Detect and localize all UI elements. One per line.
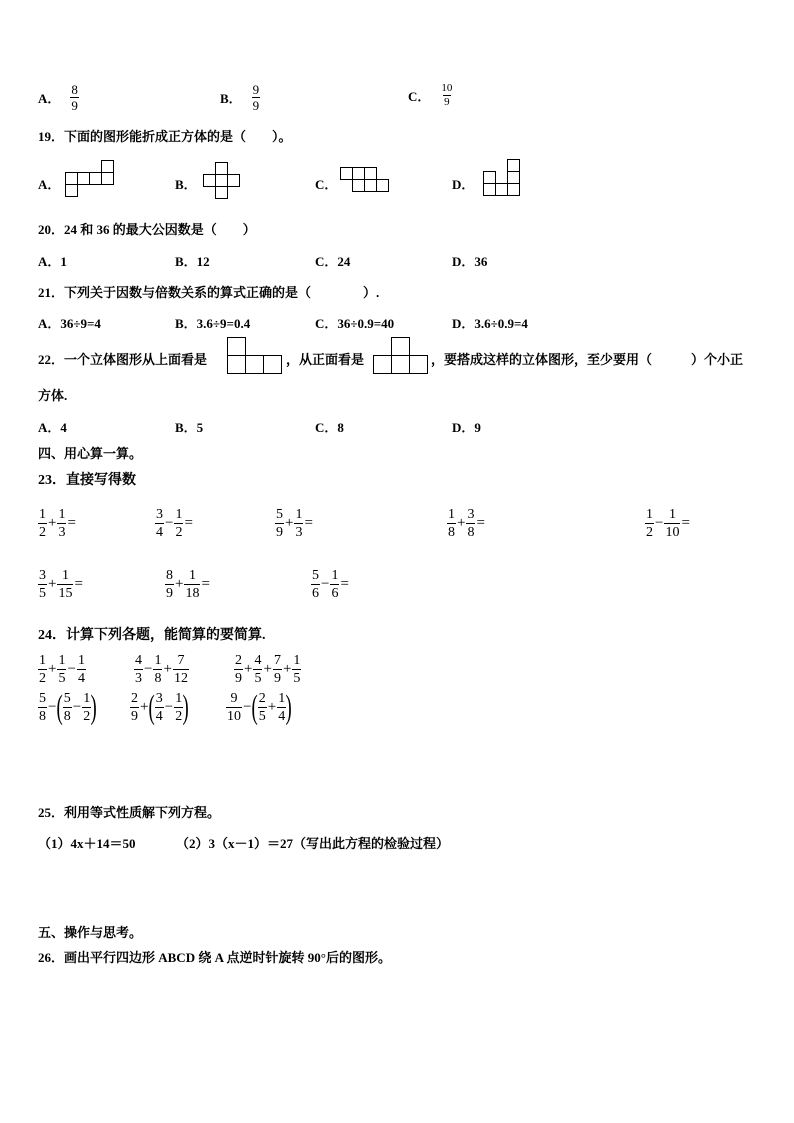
equals-sign: =	[304, 515, 313, 531]
q24-expression	[130, 690, 189, 725]
denominator: 9	[444, 96, 450, 108]
denominator: 9	[71, 98, 78, 113]
operator: +	[140, 699, 149, 715]
fraction	[38, 506, 47, 541]
operator: +	[48, 576, 57, 592]
operator: +	[457, 515, 466, 531]
q19-option-b-label: B．	[175, 177, 197, 192]
numerator: 5	[63, 691, 71, 706]
numerator: 3	[39, 568, 46, 583]
numerator: 1	[448, 507, 455, 522]
fraction	[292, 652, 301, 687]
denominator: 9	[166, 586, 173, 601]
denominator: 8	[448, 525, 455, 540]
denominator: 2	[175, 525, 183, 540]
fraction	[38, 652, 47, 687]
fraction	[311, 567, 320, 602]
q21-option-a: A．36÷9=4	[38, 316, 101, 331]
option-label: A．	[38, 91, 61, 106]
numerator: 5	[312, 568, 319, 583]
operator: −	[243, 699, 252, 715]
q24-expression	[134, 652, 189, 687]
q23-item	[38, 567, 84, 602]
fraction	[440, 82, 453, 109]
denominator: 4	[156, 525, 163, 540]
left-parenthesis: (	[57, 688, 64, 726]
numerator: 1	[295, 507, 303, 522]
fraction	[273, 652, 282, 687]
operator: −	[321, 576, 330, 592]
cube-net-b-figure	[203, 162, 243, 200]
numerator: 1	[58, 653, 66, 668]
numerator: 2	[258, 691, 266, 706]
right-parenthesis: )	[90, 688, 98, 726]
numerator: 1	[668, 507, 676, 522]
q23-item	[447, 506, 486, 541]
fraction	[38, 690, 47, 725]
fraction	[165, 567, 174, 602]
equals-sign: =	[201, 576, 210, 592]
numerator: 1	[61, 568, 69, 583]
operator: +	[263, 661, 272, 677]
denominator: 6	[312, 586, 319, 601]
denominator: 2	[646, 525, 653, 540]
q20-stem: 20．24 和 36 的最大公因数是（ ）	[38, 222, 256, 237]
equals-sign: =	[67, 515, 76, 531]
denominator: 9	[131, 709, 138, 724]
operator: +	[282, 661, 292, 677]
denominator: 5	[293, 671, 301, 686]
numerator: 1	[175, 691, 183, 706]
numerator: 8	[71, 82, 78, 97]
numerator: 7	[273, 653, 281, 668]
q18-option-a	[38, 82, 79, 113]
numerator: 5	[39, 691, 46, 706]
operator: −	[164, 699, 174, 715]
denominator: 2	[175, 709, 183, 724]
denominator: 8	[63, 709, 71, 724]
denominator: 2	[39, 671, 46, 686]
fraction	[275, 506, 284, 541]
q22-option-c: C．8	[315, 420, 344, 435]
q22-stem-part2: ，从正面看是	[286, 352, 365, 367]
fraction	[174, 506, 183, 541]
q22-option-a: A．4	[38, 420, 67, 435]
q24-expression	[226, 690, 292, 725]
denominator: 9	[273, 671, 281, 686]
operator: +	[285, 515, 294, 531]
fraction	[253, 652, 262, 687]
fraction	[330, 567, 339, 602]
numerator: 9	[252, 82, 260, 97]
numerator: 1	[154, 653, 162, 668]
denominator: 5	[58, 671, 66, 686]
numerator: 1	[175, 507, 183, 522]
q23-item	[311, 567, 350, 602]
fraction	[130, 690, 139, 725]
q22-option-d: D．9	[452, 420, 481, 435]
denominator: 8	[39, 709, 46, 724]
denominator: 15	[58, 586, 73, 601]
q25-equation-2: （2）3（x－1）＝27（写出此方程的检验过程）	[176, 836, 450, 851]
fraction	[184, 567, 200, 602]
option-label: C．	[408, 89, 431, 104]
q23-item	[38, 506, 77, 541]
left-parenthesis: (	[252, 688, 259, 726]
fraction	[645, 506, 654, 541]
cube-net-d-figure	[483, 159, 525, 201]
q18-option-b	[220, 82, 260, 113]
numerator: 10	[441, 82, 453, 94]
fraction	[155, 690, 164, 725]
q26-stem: 26．画出平行四边形 ABCD 绕 A 点逆时针旋转 90°后的图形。	[38, 950, 391, 965]
q19-option-c-label: C．	[315, 177, 338, 192]
top-view-figure	[227, 337, 283, 375]
numerator: 4	[254, 653, 262, 668]
denominator: 10	[665, 525, 680, 540]
numerator: 2	[131, 691, 138, 706]
denominator: 3	[58, 525, 66, 540]
operator: +	[48, 515, 57, 531]
numerator: 1	[293, 653, 301, 668]
q20-option-d: D．36	[452, 254, 488, 269]
denominator: 8	[467, 525, 475, 540]
numerator: 1	[188, 568, 196, 583]
fraction	[70, 82, 79, 113]
q21-option-b: B．3.6÷9=0.4	[175, 316, 251, 331]
cube-net-c-figure	[340, 167, 392, 195]
numerator: 1	[39, 507, 46, 522]
operator: +	[163, 661, 172, 677]
q23-title: 23．直接写得数	[38, 473, 136, 488]
numerator: 1	[58, 507, 66, 522]
numerator: 1	[646, 507, 653, 522]
denominator: 4	[155, 709, 163, 724]
q19-stem: 19．下面的图形能折成正方体的是（ ）。	[38, 129, 292, 144]
numerator: 1	[278, 691, 286, 706]
denominator: 4	[77, 671, 85, 686]
section-5-heading: 五、操作与思考。	[38, 925, 143, 940]
denominator: 3	[295, 525, 303, 540]
numerator: 7	[177, 653, 185, 668]
q19-option-a-label: A．	[38, 177, 61, 192]
numerator: 1	[83, 691, 91, 706]
fraction	[57, 567, 73, 602]
q18-option-c	[408, 82, 453, 109]
denominator: 9	[252, 98, 260, 113]
fraction	[294, 506, 303, 541]
q24-expression	[234, 652, 301, 687]
front-view-figure	[373, 337, 429, 375]
denominator: 5	[258, 709, 266, 724]
operator: +	[267, 699, 277, 715]
q22-option-b: B．5	[175, 420, 204, 435]
q19-option-d-label: D．	[452, 177, 475, 192]
denominator: 2	[83, 709, 91, 724]
fraction	[57, 652, 66, 687]
fraction	[226, 690, 242, 725]
q23-item	[165, 567, 211, 602]
denominator: 10	[227, 709, 241, 724]
q22-stem-line2: 方体.	[38, 388, 68, 403]
numerator: 9	[230, 691, 238, 706]
q24-title: 24．计算下列各题，能简算的要简算.	[38, 628, 266, 643]
denominator: 2	[39, 525, 46, 540]
right-parenthesis: )	[182, 688, 190, 726]
q23-item	[155, 506, 194, 541]
q23-item	[645, 506, 691, 541]
denominator: 9	[235, 671, 242, 686]
numerator: 8	[166, 568, 173, 583]
fraction	[447, 506, 456, 541]
equals-sign: =	[681, 515, 690, 531]
q24-expression	[38, 652, 86, 687]
q25-title: 25．利用等式性质解下列方程。	[38, 805, 221, 820]
cube-net-a-figure	[65, 160, 117, 198]
q21-option-d: D．3.6÷0.9=4	[452, 316, 528, 331]
operator: −	[67, 661, 76, 677]
denominator: 8	[154, 671, 162, 686]
numerator: 4	[135, 653, 142, 668]
denominator: 4	[278, 709, 286, 724]
numerator: 1	[77, 653, 85, 668]
fraction	[466, 506, 475, 541]
numerator: 5	[276, 507, 283, 522]
q20-option-a: A．1	[38, 254, 67, 269]
numerator: 1	[39, 653, 46, 668]
operator: −	[48, 699, 57, 715]
numerator: 3	[155, 691, 163, 706]
operator: −	[655, 515, 664, 531]
q20-option-c: C．24	[315, 254, 351, 269]
fraction	[134, 652, 143, 687]
q21-option-c: C．36÷0.9=40	[315, 316, 395, 331]
fraction	[173, 652, 189, 687]
q22-stem-part3: ，要搭成这样的立体图形，至少要用（ ）个小正	[431, 352, 744, 367]
q23-item	[275, 506, 314, 541]
fraction	[153, 652, 162, 687]
operator: +	[175, 576, 184, 592]
equals-sign: =	[476, 515, 485, 531]
fraction	[57, 506, 66, 541]
equals-sign: =	[74, 576, 83, 592]
fraction	[63, 690, 72, 725]
operator: −	[144, 661, 153, 677]
denominator: 9	[276, 525, 283, 540]
operator: −	[165, 515, 174, 531]
q20-option-b: B．12	[175, 254, 210, 269]
fraction	[155, 506, 164, 541]
numerator: 3	[467, 507, 475, 522]
fraction	[38, 567, 47, 602]
fraction	[234, 652, 243, 687]
denominator: 3	[135, 671, 142, 686]
denominator: 6	[331, 586, 339, 601]
fraction	[252, 82, 261, 113]
numerator: 1	[331, 568, 339, 583]
denominator: 5	[39, 586, 46, 601]
q24-expression	[38, 690, 97, 725]
operator: −	[72, 699, 82, 715]
q21-stem: 21．下列关于因数与倍数关系的算式正确的是（ ）.	[38, 285, 380, 300]
option-label: B．	[220, 91, 242, 106]
equals-sign: =	[340, 576, 349, 592]
left-parenthesis: (	[149, 688, 156, 726]
numerator: 2	[235, 653, 242, 668]
fraction	[77, 652, 86, 687]
denominator: 18	[185, 586, 200, 601]
operator: +	[48, 661, 57, 677]
right-parenthesis: )	[285, 688, 293, 726]
q22-stem-part1: 22．一个立体图形从上面看是	[38, 352, 208, 367]
q25-equation-1: （1）4x＋14＝50	[38, 836, 136, 851]
denominator: 5	[254, 671, 262, 686]
fraction	[664, 506, 680, 541]
section-4-heading: 四、用心算一算。	[38, 446, 143, 461]
fraction	[258, 690, 267, 725]
numerator: 3	[156, 507, 163, 522]
denominator: 12	[173, 671, 188, 686]
equals-sign: =	[184, 515, 193, 531]
operator: +	[244, 661, 253, 677]
